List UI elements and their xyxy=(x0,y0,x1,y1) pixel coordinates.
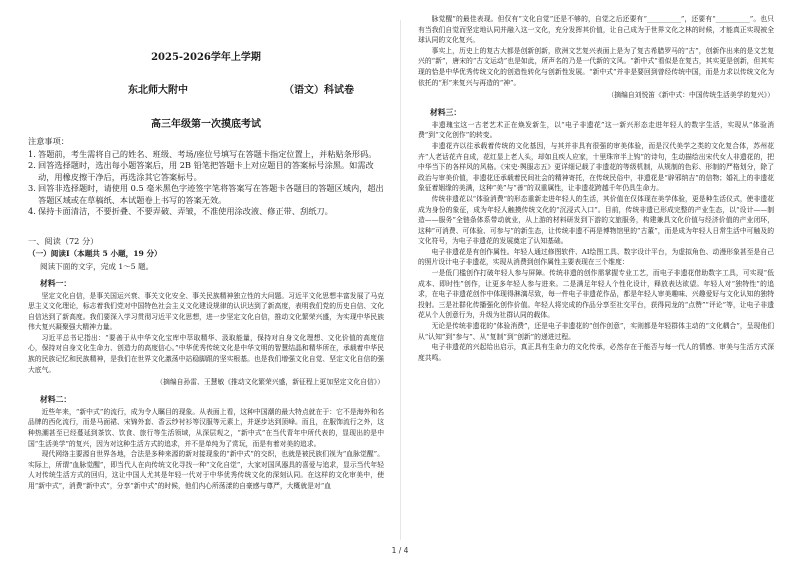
material-one-paragraph: 习近平总书记指出：“要善于从中华文化宝库中萃取精华、汲取能量，保持对自身文化理想、文化价值的高度信心，保持对自身文化生命力、创造力的高度信心。”中华优秀传统文化是中华文明的智慧结晶和精华所在，承载着中华民族的民族记忆和民族精神，是我们在世界文化激荡中站稳脚跟的坚实根基。也是我们增强文化自觉、坚定文化自信的强大底气。 xyxy=(28,333,384,374)
note-text: 保持卡面清洁，不要折叠、不要弄破、弄皱，不准使用涂改液、修正带、刮纸刀。 xyxy=(38,206,333,216)
note-number: 3. xyxy=(28,183,36,193)
material-two-label: 材料二： xyxy=(40,394,72,404)
subject-name: （语文）科试卷 xyxy=(284,85,354,96)
school-name: 东北师大附中 xyxy=(128,85,188,96)
note-number: 4. xyxy=(28,206,36,216)
material-three-paragraph: 无论是传统非遗花的“体验消费”，还是电子非遗花的“创作创意”，实则都是年轻群体主动的“文化耦合”，呈现他们从“认知”到“参与”、从“复制”到“创新”的递进过程。 xyxy=(418,322,774,341)
note-item xyxy=(28,160,384,183)
note-item xyxy=(28,149,384,161)
material-two-continued-paragraph: 事实上，历史上的复古大都是创新创新，欧洲文艺复兴表面上是为了复古希腊罗马的“古”，创新作出来的是文艺复兴的“新”，唐宋的“古文运动”也是如此，所声名的乃是一代新的文风。“新中式”看似是在复古，其实更是创新，但其实现的恰是中华优秀传统文化的创造性转化与创新性发展。“新中式”并非是要回到曾经传统中国，而是力求以传统文化为依托的“形”来复兴与再造的“神”。 xyxy=(418,46,774,87)
material-three-label: 材料三： xyxy=(430,107,462,117)
material-three-paragraph: 非遗瑰宝这一古老艺术正在焕发新生，以“电子非遗花”这一新兴形态走进年轻人的数字生活，实现从“体验消费”到“文化创作”的转变。 xyxy=(418,120,774,140)
column-divider xyxy=(400,20,401,540)
note-item xyxy=(28,183,384,206)
note-item xyxy=(28,206,384,218)
notes-section xyxy=(28,136,384,218)
exam-title: 高三年级第一次摸底考试 xyxy=(151,119,261,130)
notes-heading: 注意事项： xyxy=(28,136,69,146)
section-title: 一、阅读（72 分） xyxy=(28,235,99,246)
note-number: 2. xyxy=(28,160,36,170)
page-number: 1 / 4 xyxy=(391,546,409,555)
school-subject-row xyxy=(28,81,384,95)
material-two-paragraph: 近些年来，“新中式”的流行，成为令人瞩目的现象。从表面上看，这种中国潮的最大特点就在于：它不是海外和名品牌的西化流行，而是马面裙、宋锦外套、香云纱衬衫等汉服等元素上，并逐步达到顶峰。而且，在服饰流行之外，这种热潮甚至已经蔓延到茶饮、饮食、旅行等生活领域，从深层观之，“新中式”在当代青年中所代表的，显现出的是中国“生活美学”的复兴，因为对这种生活方式的追求，并不是单纯为了赏玩，而是有着对美的追求。 xyxy=(28,407,384,448)
material-three-paragraph: 非遗花卉以往承载着传统的文化基因，与其并非具有很强的审美体验，而是汉代美学之类的文化复合体，苏州花卉“人老话花卉自成，花红显上老人头，却如且疾人应家，十里珠帘半上钩”的诗句，生动描绘出宋代女人非遗花的，把中华当下的各样风的风格。《宋史·舆服志五》更详细记载了非遗花的等级机制，从规制的色彩、形制的严格划分，除了政治与审美价值，非遗花还承载着民间社会的精神寄托，在传统民俗中，非遗花是“辟邪纳吉”的信物；婚礼上的非遗花象征着姻缘的美满，这种“美”与“善”的双重属性，让非遗花跨越千年仍具生命力。 xyxy=(418,141,774,193)
note-number: 1. xyxy=(28,148,36,159)
material-three-paragraph: 电子非遗花的兴起给出启示，真正具有生命力的文化传承，必然存在于能否与每一代人的情感、审美与生活方式深度共鸣。 xyxy=(418,343,774,362)
note-text: 答题前，考生需将自己的姓名、班级、考场/座位号填写在答题卡指定位置上，并粘贴条形码。 xyxy=(38,148,377,159)
subsection-title: （一）阅读Ⅰ（本题共 5 小题，19 分） xyxy=(28,248,162,258)
material-one-source: （摘编自孙雷、王慧敏《推动文化繁荣兴盛，新征程上更加坚定文化自信》） xyxy=(156,378,384,387)
note-text: 回答非选择题时，请使用 0.5 毫米黑色字迹签字笔将答案写在答题卡各题目的答题区域内，超出答题区域或在草稿纸、本试题卷上书写的答案无效。 xyxy=(38,183,384,205)
semester-title: 2025-2026学年上学期 xyxy=(151,52,261,63)
material-three-paragraph: 电子非遗花是有创作属性。年轻人通过修图软件、AI绘图工具、数字设计平台，为虚拟角色、动漫形象甚至是自己的照片设计电子非遗花，实现从消费到创作属性主要表现在三个维度： xyxy=(418,247,774,267)
section-intro: 阅读下面的文字，完成 1～5 题。 xyxy=(40,261,154,271)
note-text: 回答选择题时，选出每小题答案后，用 2B 铅笔把答题卡上对应题目的答案标号涂黑。如需改动，用橡皮擦干净后，再选涂其它答案标号。 xyxy=(38,160,374,182)
material-one-label: 材料一： xyxy=(40,278,72,288)
material-one-paragraph: 坚定文化自信，是事关国运兴衰、事关文化安全、事关民族精神独立性的大问题。习近平文化思想丰富发展了马克思主义文化理论，标志着我们党对中国特色社会主义文化建设规律的认识达到了新高度，表明我们党的历史自信、文化自信达到了新高度。我们要深入学习贯彻习近平文化思想，进一步坚定文化自信，推动文化繁荣兴盛，为实现中华民族伟大复兴凝聚强大精神力量。 xyxy=(28,291,384,332)
left-column xyxy=(28,14,384,492)
material-two-continued-paragraph: 脉觉醒”的最佳表现。但仅有“文化自觉”还是不够的，自觉之后还要有“__________”，还要有“__________”。也只有当我们自觉而坚定地认同并融入这一文化，充分发挥其价值，让自己成为于世界文化之林的时候，才能真正实现被全球认同的文化复兴。 xyxy=(418,15,774,45)
material-three-paragraph: 传统非遗花以“体验消费”的形态重新走进年轻人的生活，其价值在仅体现在美学体验，更是种生活仪式，使非遗花成为身份的象征，成为年轻人触摸传统文化的“沉浸式入口”。目前，传统非遗已形成完整的产业生态，以“设计——制造——服务”全链条体系带动就业，从上游的材料研发到下游的文旅服务，构建兼具文化价值与经济价值的产业闭环，这种“可消费、可体验、可参与”的新生态，让传统非遗不再是博物馆里的“古董”，而是成为年轻人日常生活中可触及的文化符号，为电子非遗花的发展奠定了认知基础。 xyxy=(418,194,774,246)
material-two-source: （摘编自刘悦笛《新中式：中国传统生活美学的复兴》） xyxy=(607,91,774,100)
right-column xyxy=(418,14,774,363)
material-two-paragraph: 现代网络主要源自世界各地，合法是多种来源的新对接现象的“新中式”的交织，也就是被民族们视为“血脉觉醒”。实际上，所谓“血脉觉醒”，即当代人在向传统文化寻找一种“文化自觉”，大家对国风器具的喜爱与追求，显示当代年轻人对传统生活方式的回归，这让中国人尤其是年轻一代对于中华优秀传统文化的深刻认同。在这样的文化审美中，使用“新中式”，消费“新中式”，分享“新中式”的时候，他们内心所荡漾的自豪感与尊严，大概就是对“血 xyxy=(28,450,384,490)
material-three-paragraph: 一是低门槛创作打破年轻人参与屏障。传统非遗的创作需掌握专业工艺，而电子非遗花借助数字工具，可实现“低成本、即时性”创作，让更多年轻人参与进来。二是满足年轻人个性化设计，释放表达欲望。年轻人对“独特性”的追求，在电子非遗花创作中体现得淋漓尽致，每一件电子非遗花作品，都是年轻人审美趣味、兴趣爱好与文化认知的独特投射。三是社群化传播强化创作价值。年轻人将完成的作品分享至社交平台，获得同龙的“点赞”“评论”等，让电子非遗花从个人创意行为，升级为社群认同的载体。 xyxy=(418,269,774,320)
